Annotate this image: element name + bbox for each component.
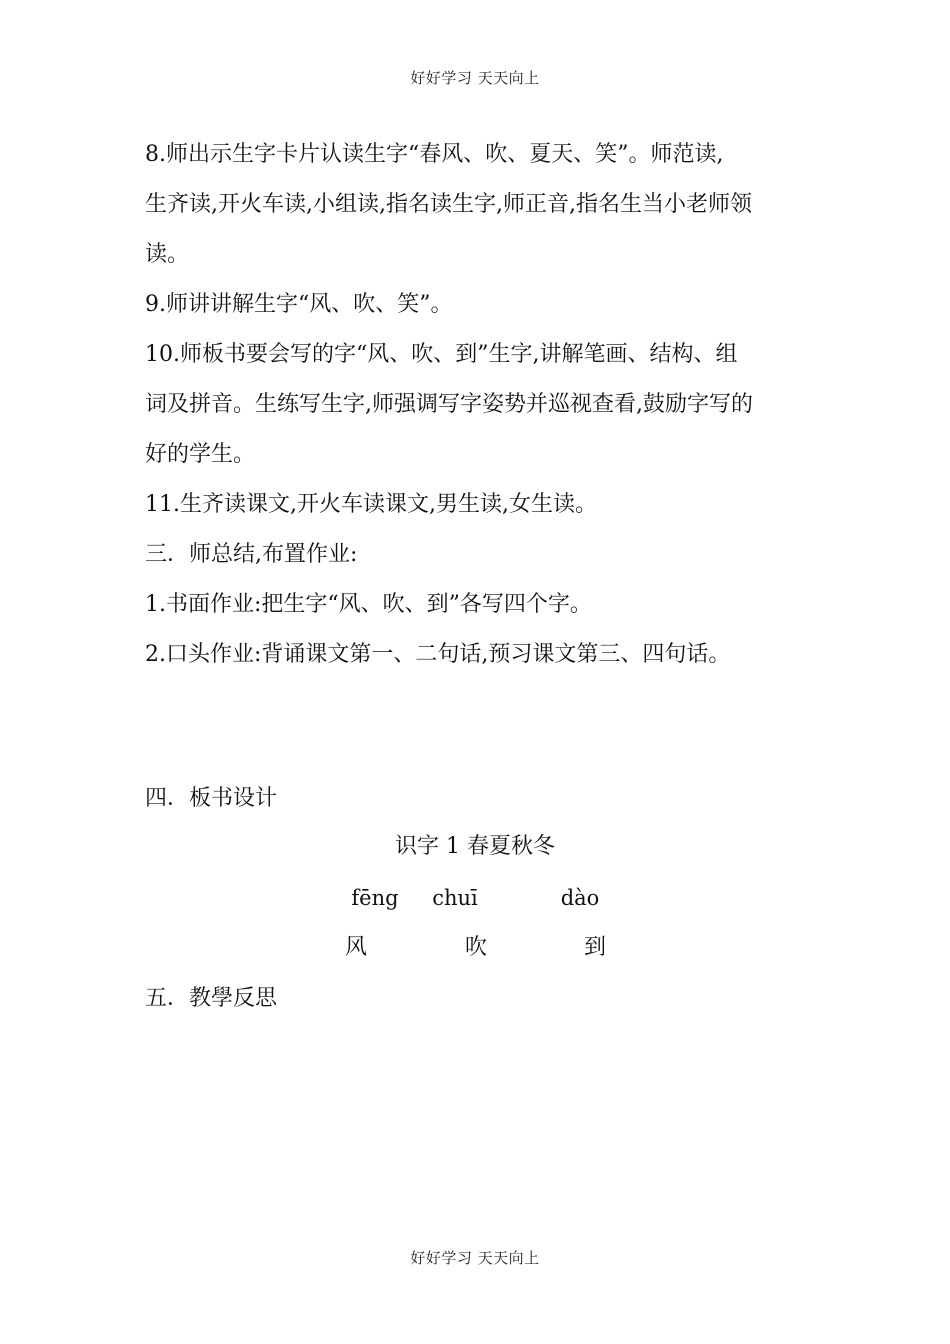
section-heading-five: 五．教學反思 [145,986,278,1011]
document-body [145,130,815,680]
paragraph-line: 读。 [145,242,190,267]
character-chui: 吹 [464,935,487,960]
board-title: 识字 1 春夏秋冬 [395,834,555,859]
section-heading-three: 三．师总结,布置作业: [145,542,358,567]
pinyin-feng: fēng [351,886,399,910]
paragraph-line: 11.生齐读课文,开火车读课文,男生读,女生读。 [145,492,597,517]
paragraph-line: 好的学生。 [145,442,256,467]
page-footer: 好好学习 天天向上 [410,1249,540,1267]
homework-written: 1.书面作业:把生字“风、吹、到”各写四个字。 [145,592,592,617]
paragraph-line: 8.师出示生字卡片认读生字“春风、吹、夏天、笑”。师范读, [145,142,724,167]
board-pinyin-row [0,878,950,918]
pinyin-chui: chuī [432,886,478,910]
character-dao: 到 [583,935,606,960]
homework-oral: 2.口头作业:背诵课文第一、二句话,预习课文第三、四句话。 [145,642,731,667]
paragraph-line: 10.师板书要会写的字“风、吹、到”生字,讲解笔画、结构、组 [145,342,738,367]
paragraph-line: 9.师讲讲解生字“风、吹、笑”。 [145,292,453,317]
paragraph-line: 生齐读,开火车读,小组读,指名读生字,师正音,指名生当小老师领 [145,192,752,217]
board-character-row [0,928,950,968]
page-header: 好好学习 天天向上 [410,69,540,87]
paragraph-line: 词及拼音。生练写生字,师强调写字姿势并巡视查看,鼓励字写的 [145,392,753,417]
character-feng: 风 [344,935,367,960]
section-heading-four: 四．板书设计 [145,786,278,811]
pinyin-dao: dào [560,886,600,910]
